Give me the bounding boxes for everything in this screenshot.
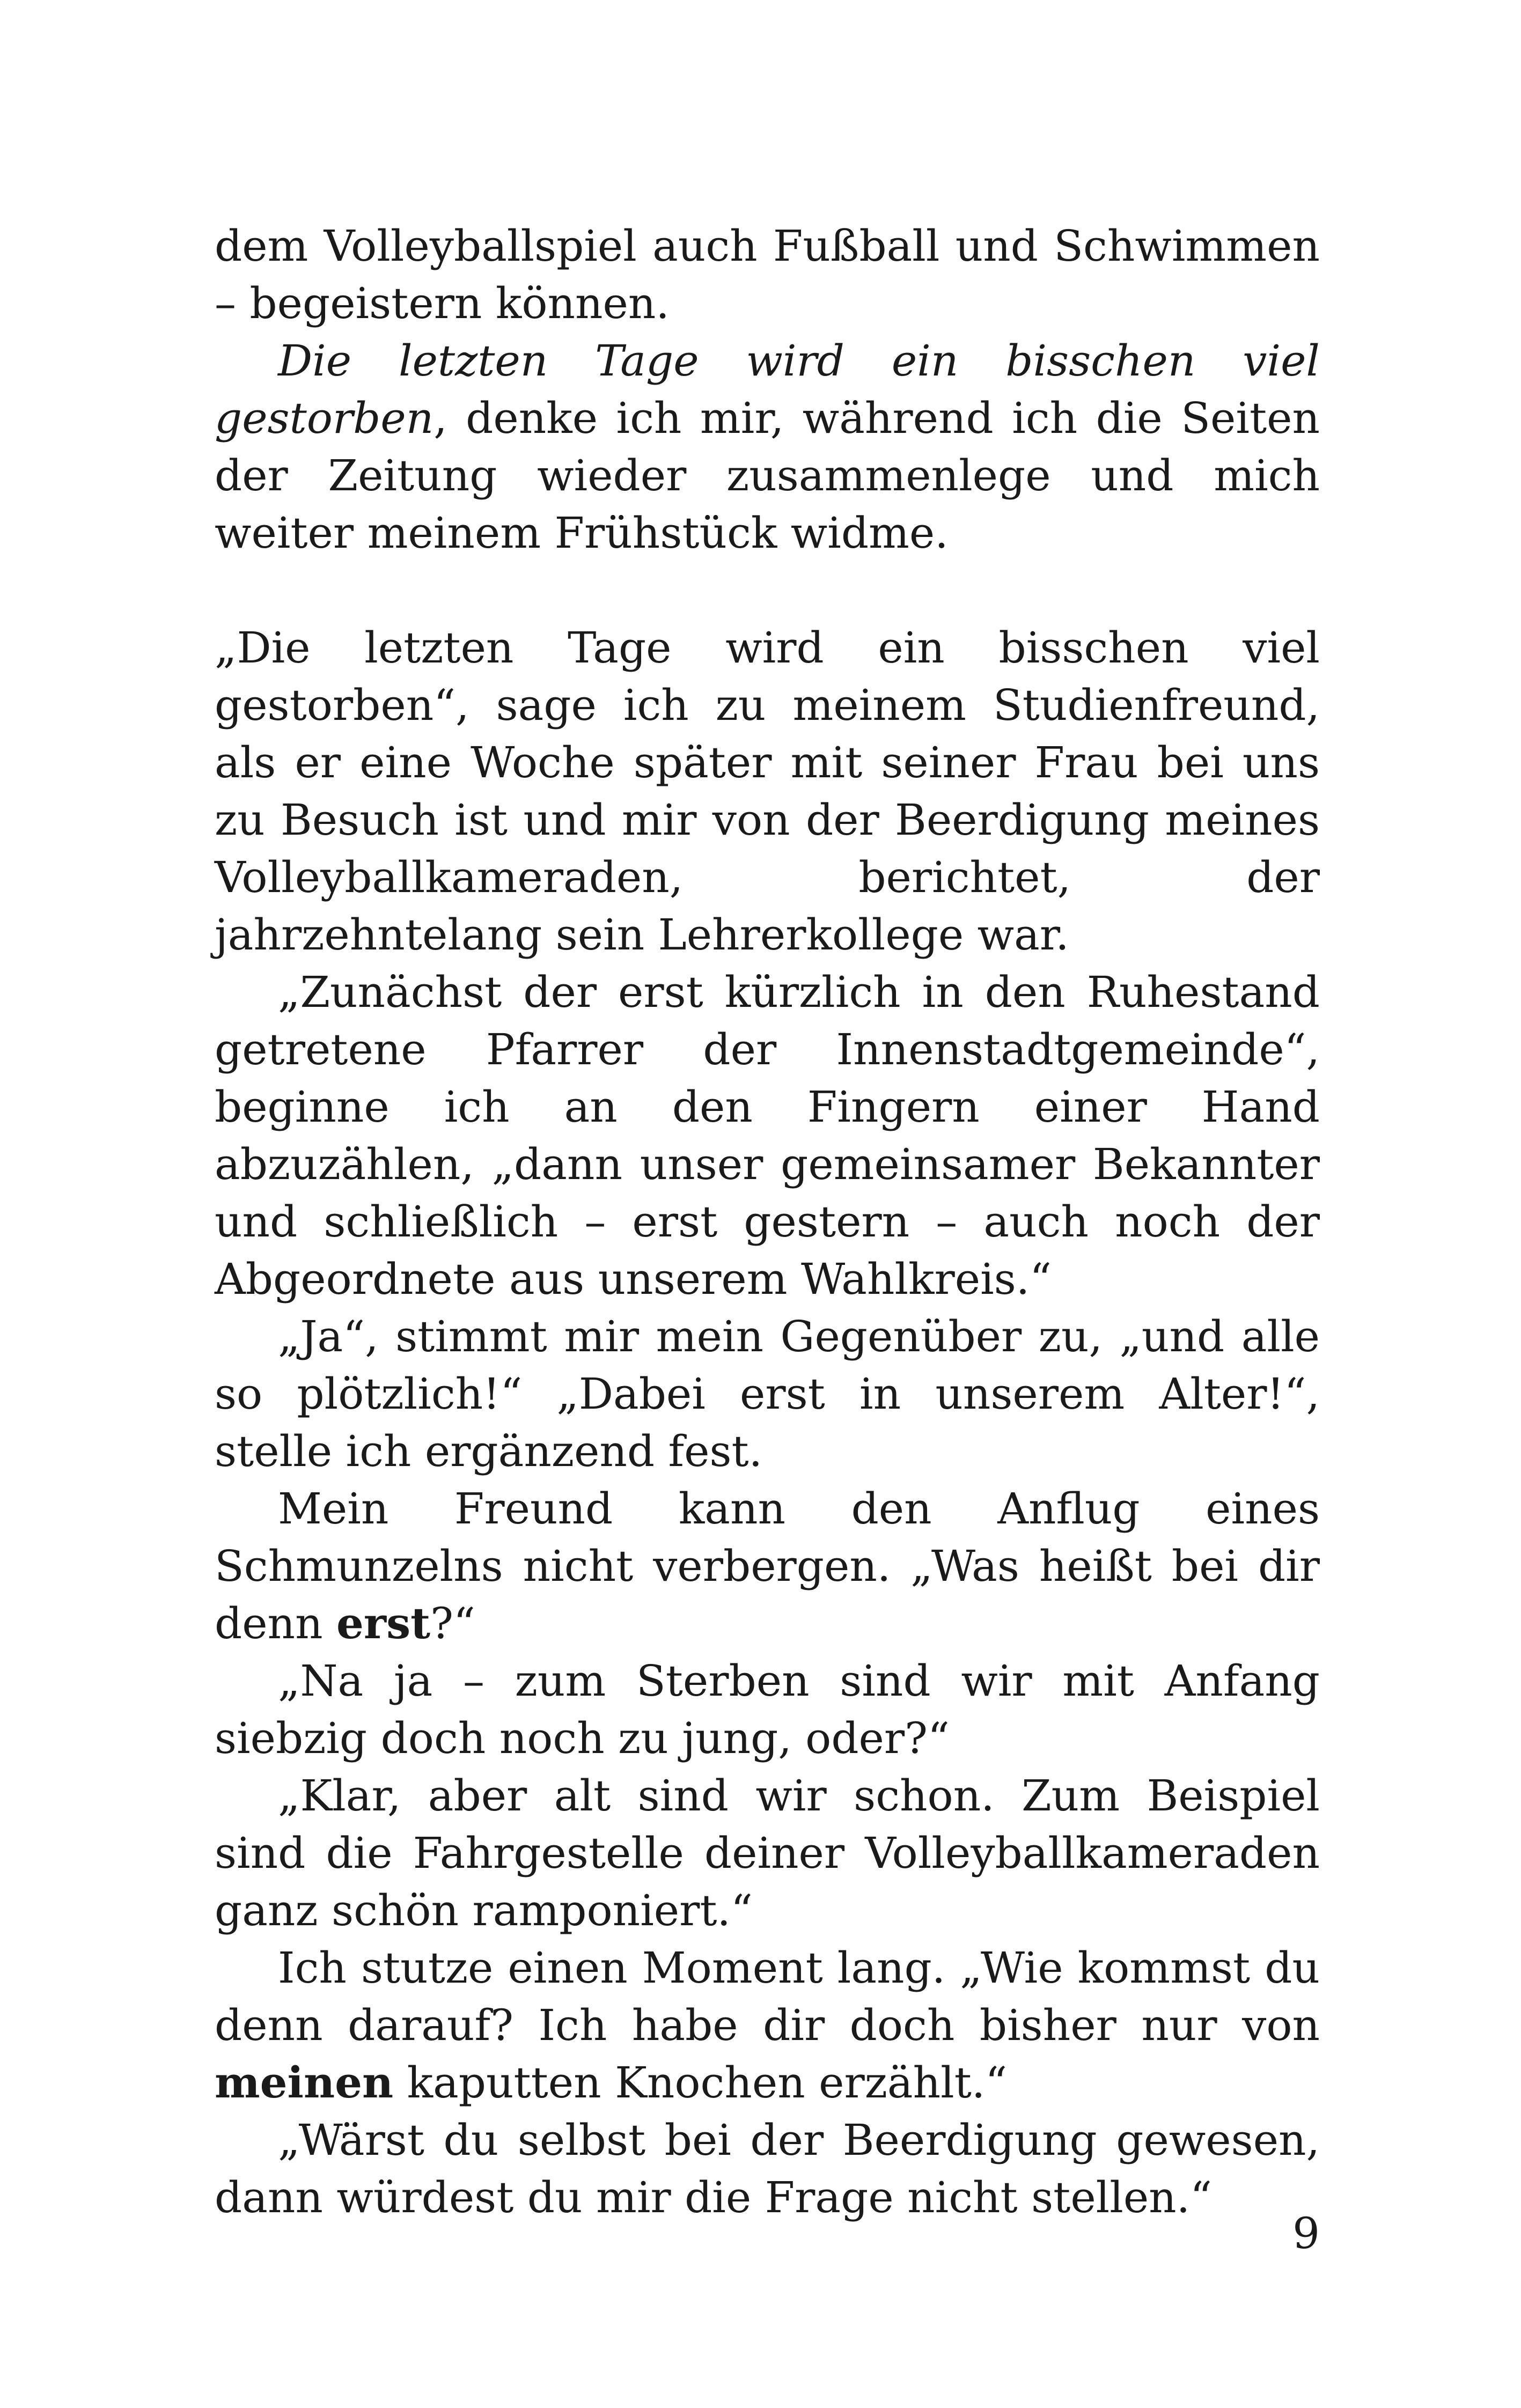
text-run: ?“: [430, 1599, 475, 1648]
text-run: Ich stutze einen Moment lang. „Wie kommst du denn darauf? Ich habe dir doch bisher nur von: [215, 1943, 1320, 2050]
paragraph: [215, 332, 1320, 562]
paragraph: [215, 1939, 1320, 2111]
paragraph: [215, 2111, 1320, 2226]
paragraph: [215, 1480, 1320, 1652]
text-run: „Die letzten Tage wird ein bisschen viel gestorben“, sage ich zu meinem Studienfreund, als er eine Woche später mit seiner Frau bei uns zu Besuch ist und mir von der Beerdigung meines Volleyballkameraden, berichtet, der jahrzehntelang sein Lehrerkollege war.: [215, 623, 1320, 960]
text-run: Mein Freund kann den Anflug eines Schmunzelns nicht verbergen. „Was heißt bei dir denn: [215, 1484, 1320, 1648]
bold-text-run: erst: [336, 1598, 431, 1648]
italic-text-run: Die letzten Tage wird ein bisschen viel gestorben: [215, 336, 1320, 443]
text-run: „Ja“, stimmt mir mein Gegenüber zu, „und alle so plötzlich!“ „Dabei erst in unserem Alter!“, stelle ich ergänzend fest.: [215, 1312, 1320, 1476]
text-run: „Klar, aber alt sind wir schon. Zum Beispiel sind die Fahrgestelle deiner Volleyballkameraden ganz schön ramponiert.“: [215, 1771, 1320, 1935]
paragraph: [215, 1767, 1320, 1939]
paragraph: [215, 1308, 1320, 1480]
body-text: [215, 217, 1320, 2226]
text-run: , denke ich mir, während ich die Seiten der Zeitung wieder zusammenlege und mich weiter meinem Frühstück widme.: [215, 393, 1320, 558]
paragraph: [215, 963, 1320, 1308]
paragraph: [215, 1652, 1320, 1767]
page-number: 9: [1292, 2208, 1320, 2258]
text-run: „Na ja – zum Sterben sind wir mit Anfang siebzig doch noch zu jung, oder?“: [215, 1656, 1320, 1763]
text-run: dem Volleyballspiel auch Fußball und Schwimmen – begeistern können.: [215, 221, 1320, 328]
paragraph: [215, 619, 1320, 963]
bold-text-run: meinen: [215, 2057, 394, 2108]
text-run: „Zunächst der erst kürzlich in den Ruhestand getretene Pfarrer der Innenstadtgemeinde“, beginne ich an den Fingern einer Hand abzuzählen, „dann unser gemeinsamer Bekannter und schließlich – erst gestern – auch noch der Abgeordnete aus unserem Wahlkreis.“: [215, 967, 1320, 1304]
text-run: kaputten Knochen erzählt.“: [393, 2058, 1008, 2108]
text-run: „Wärst du selbst bei der Beerdigung gewesen, dann würdest du mir die Frage nicht stellen.“: [215, 2115, 1320, 2222]
paragraph: [215, 217, 1320, 332]
